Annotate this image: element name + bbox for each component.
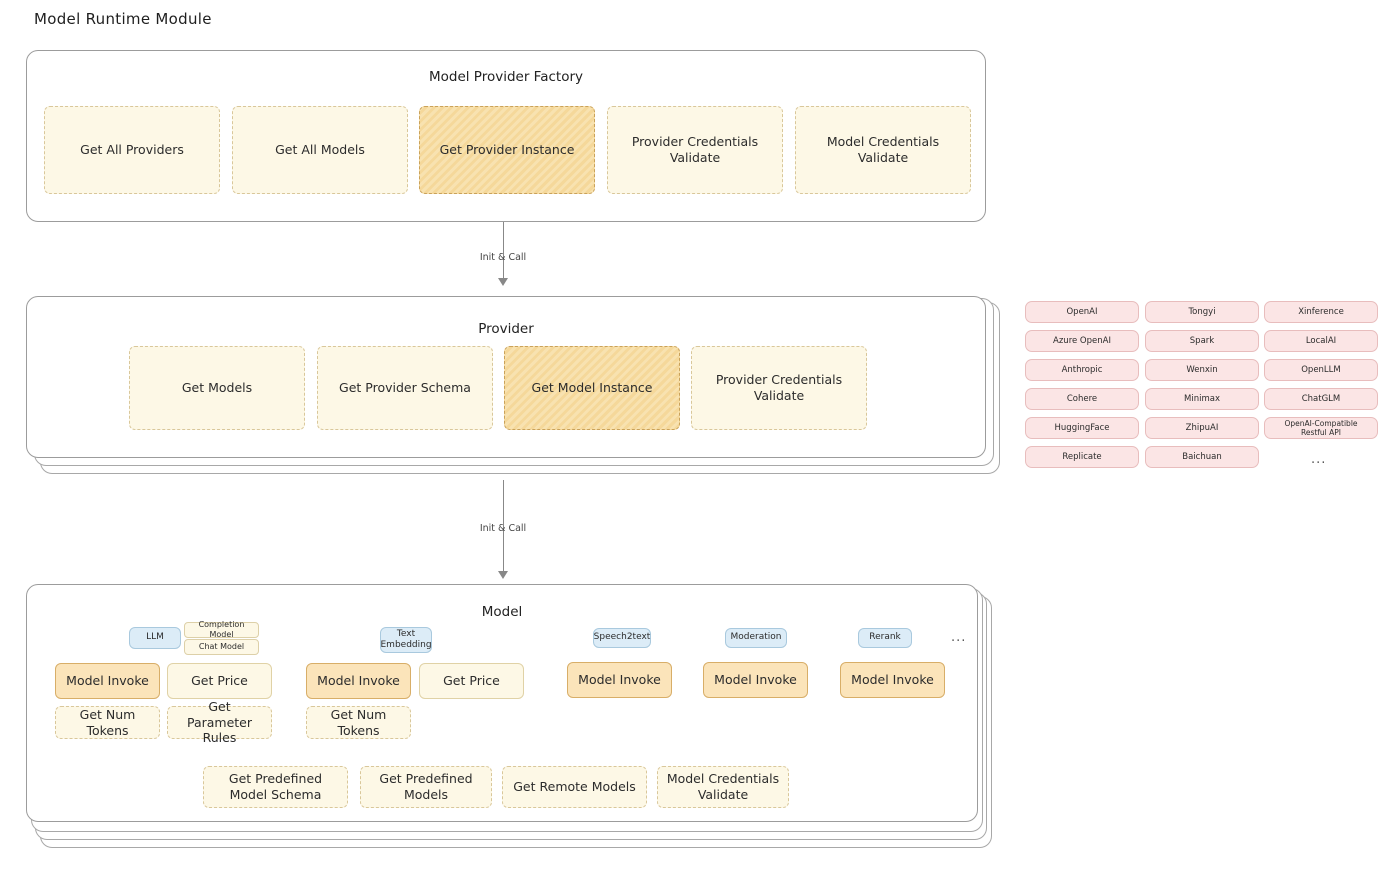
provider-chip-more: ... (1311, 452, 1327, 467)
node-get-predefined-models[interactable]: Get Predefined Models (360, 766, 492, 808)
node-llm-get-parameter-rules[interactable]: Get Parameter Rules (167, 706, 272, 739)
node-get-model-instance[interactable]: Get Model Instance (504, 346, 680, 430)
model-type-rerank[interactable]: Rerank (858, 628, 912, 648)
node-get-provider-instance[interactable]: Get Provider Instance (419, 106, 595, 194)
page-title: Model Runtime Module (34, 10, 212, 28)
node-provider-credentials-validate[interactable]: Provider Credentials Validate (691, 346, 867, 430)
node-get-models[interactable]: Get Models (129, 346, 305, 430)
node-get-predefined-model-schema[interactable]: Get Predefined Model Schema (203, 766, 348, 808)
node-llm-get-num-tokens[interactable]: Get Num Tokens (55, 706, 160, 739)
node-get-all-providers[interactable]: Get All Providers (44, 106, 220, 194)
provider-chip-replicate[interactable]: Replicate (1025, 446, 1139, 468)
node-llm-model-invoke[interactable]: Model Invoke (55, 663, 160, 699)
model-provider-factory-title: Model Provider Factory (428, 69, 583, 85)
node-provider-credentials-validate-factory[interactable]: Provider Credentials Validate (607, 106, 783, 194)
provider-chip-localai[interactable]: LocalAI (1264, 330, 1378, 352)
provider-chip-zhipuai[interactable]: ZhipuAI (1145, 417, 1259, 439)
arrow-factory-to-provider (503, 222, 504, 280)
provider-chip-baichuan[interactable]: Baichuan (1145, 446, 1259, 468)
model-type-more: ... (951, 630, 967, 645)
provider-chip-spark[interactable]: Spark (1145, 330, 1259, 352)
arrow-factory-to-provider-label: Init & Call (479, 252, 527, 263)
model-type-llm[interactable]: LLM (129, 627, 181, 649)
provider-chip-chatglm[interactable]: ChatGLM (1264, 388, 1378, 410)
node-embedding-get-price[interactable]: Get Price (419, 663, 524, 699)
node-model-credentials-validate-factory[interactable]: Model Credentials Validate (795, 106, 971, 194)
node-llm-get-price[interactable]: Get Price (167, 663, 272, 699)
node-rerank-model-invoke[interactable]: Model Invoke (840, 662, 945, 698)
provider-chip-minimax[interactable]: Minimax (1145, 388, 1259, 410)
provider-chip-openai[interactable]: OpenAI (1025, 301, 1139, 323)
provider-chip-tongyi[interactable]: Tongyi (1145, 301, 1259, 323)
node-get-provider-schema[interactable]: Get Provider Schema (317, 346, 493, 430)
model-title: Model (481, 604, 523, 620)
node-get-remote-models[interactable]: Get Remote Models (502, 766, 647, 808)
arrow-factory-to-provider-head (498, 278, 508, 286)
node-get-all-models[interactable]: Get All Models (232, 106, 408, 194)
node-moderation-model-invoke[interactable]: Model Invoke (703, 662, 808, 698)
model-type-speech2text[interactable]: Speech2text (593, 628, 651, 648)
model-type-completion-model[interactable]: Completion Model (184, 622, 259, 638)
model-type-text-embedding[interactable]: Text Embedding (380, 627, 432, 653)
provider-chip-anthropic[interactable]: Anthropic (1025, 359, 1139, 381)
provider-chip-xinference[interactable]: Xinference (1264, 301, 1378, 323)
provider-title: Provider (478, 321, 534, 337)
node-embedding-model-invoke[interactable]: Model Invoke (306, 663, 411, 699)
model-type-chat-model[interactable]: Chat Model (184, 639, 259, 655)
node-speech2text-model-invoke[interactable]: Model Invoke (567, 662, 672, 698)
provider-chip-wenxin[interactable]: Wenxin (1145, 359, 1259, 381)
provider-chip-openai-compatible[interactable]: OpenAI-Compatible Restful API (1264, 417, 1378, 439)
node-embedding-get-num-tokens[interactable]: Get Num Tokens (306, 706, 411, 739)
node-model-credentials-validate[interactable]: Model Credentials Validate (657, 766, 789, 808)
arrow-provider-to-model-label: Init & Call (479, 523, 527, 534)
provider-chip-huggingface[interactable]: HuggingFace (1025, 417, 1139, 439)
model-type-moderation[interactable]: Moderation (725, 628, 787, 648)
provider-chip-cohere[interactable]: Cohere (1025, 388, 1139, 410)
provider-chip-openllm[interactable]: OpenLLM (1264, 359, 1378, 381)
arrow-provider-to-model-head (498, 571, 508, 579)
provider-chip-azure-openai[interactable]: Azure OpenAI (1025, 330, 1139, 352)
